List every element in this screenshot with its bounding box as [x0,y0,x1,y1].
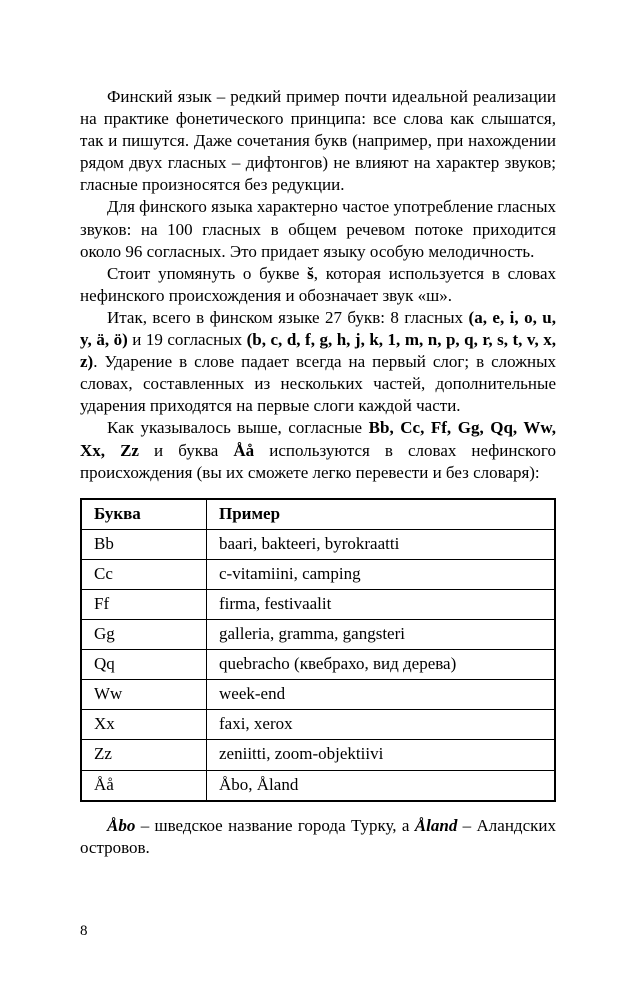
table-header-example: Пример [207,499,556,530]
table-row [81,740,555,770]
letter-cell: Bb [81,529,207,559]
table-header-letter: Буква [81,499,207,530]
text-run: Åbo [107,815,136,835]
paragraph-phonetic-principle [80,86,556,196]
text-run: используются в словах нефинского происхождения (вы их сможете легко перевести и без словаря): [80,440,556,482]
letter-cell: Ff [81,589,207,619]
letter-cell: Xx [81,710,207,740]
text-run: Итак, всего в финском языке 27 букв: 8 гласных [107,307,469,327]
text-run: . Ударение в слове падает всегда на первый слог; в сложных словах, составленных из нескольких частей, дополнительные ударения приходятся на первые слоги каждой части. [80,352,556,416]
table-row [81,650,555,680]
table-body [81,529,555,800]
letters-examples-table [80,498,556,802]
example-cell: zeniitti, zoom-objektiivi [207,740,556,770]
letter-cell: Cc [81,559,207,589]
paragraph-foreign-letters [80,417,556,483]
example-cell: week-end [207,680,556,710]
text-run: Стоит упомянуть о букве [107,263,308,283]
text-run: (b, c, d, f, g, h, j, k, 1, m, n, p, q, r, s, t, v, x, z) [80,330,556,372]
text-run: Финский язык – редкий пример почти идеальной реализации на практике фонетического принципа: все слова как слышатся, так и пишутся. Даже сочетания букв (например, при нахождении рядом двух гласных – дифтонгов) не влияют на характер звуков; гласные произносятся без редукции. [80,87,556,195]
example-cell: Åbo, Åland [207,770,556,801]
text-run: , которая используется в словах нефинского происхождения и обозначает звук «ш». [80,263,556,305]
table-row [81,529,555,559]
text-run: Как указывалось выше, согласные [107,418,369,438]
body-text [80,86,556,859]
table-row [81,620,555,650]
letter-cell: Zz [81,740,207,770]
example-cell: baari, bakteeri, byrokraatti [207,529,556,559]
example-cell: firma, festivaalit [207,589,556,619]
text-run: и 19 согласных [127,330,247,350]
text-run: Åland [414,815,458,835]
letter-cell: Ww [81,680,207,710]
example-cell: quebracho (квебрахо, вид дерева) [207,650,556,680]
paragraph-vowel-frequency [80,196,556,262]
text-run: – Аландских островов. [80,815,556,857]
text-run: Bb, Cc, Ff, Gg, Qq, Ww, Xx, Zz [80,418,557,460]
text-run: и буква [138,440,234,460]
page-number: 8 [80,923,88,939]
table-head [81,499,555,530]
example-cell: c-vitamiini, camping [207,559,556,589]
table-header-row [81,499,555,530]
table-row [81,680,555,710]
text-run: (a, e, i, o, u, y, ä, ö) [80,307,556,350]
text-run: Åå [233,440,255,460]
example-cell: faxi, xerox [207,710,556,740]
table-row [81,559,555,589]
paragraph-alphabet [80,307,556,417]
example-cell: galleria, gramma, gangsteri [207,620,556,650]
text-run: – шведское название города Турку, а [135,815,415,835]
letter-cell: Gg [81,620,207,650]
table-row [81,710,555,740]
table-row [81,589,555,619]
paragraph-letter-s [80,263,556,307]
text-run: š [307,263,314,283]
footnote-paragraph [80,815,556,859]
text-run: Для финского языка характерно частое употребление гласных звуков: на 100 гласных в общем речевом потоке приходится около 96 согласных. Это придает языку особую мелодичность. [80,197,556,261]
letter-cell: Åå [81,770,207,801]
table-row [81,770,555,801]
letter-cell: Qq [81,650,207,680]
